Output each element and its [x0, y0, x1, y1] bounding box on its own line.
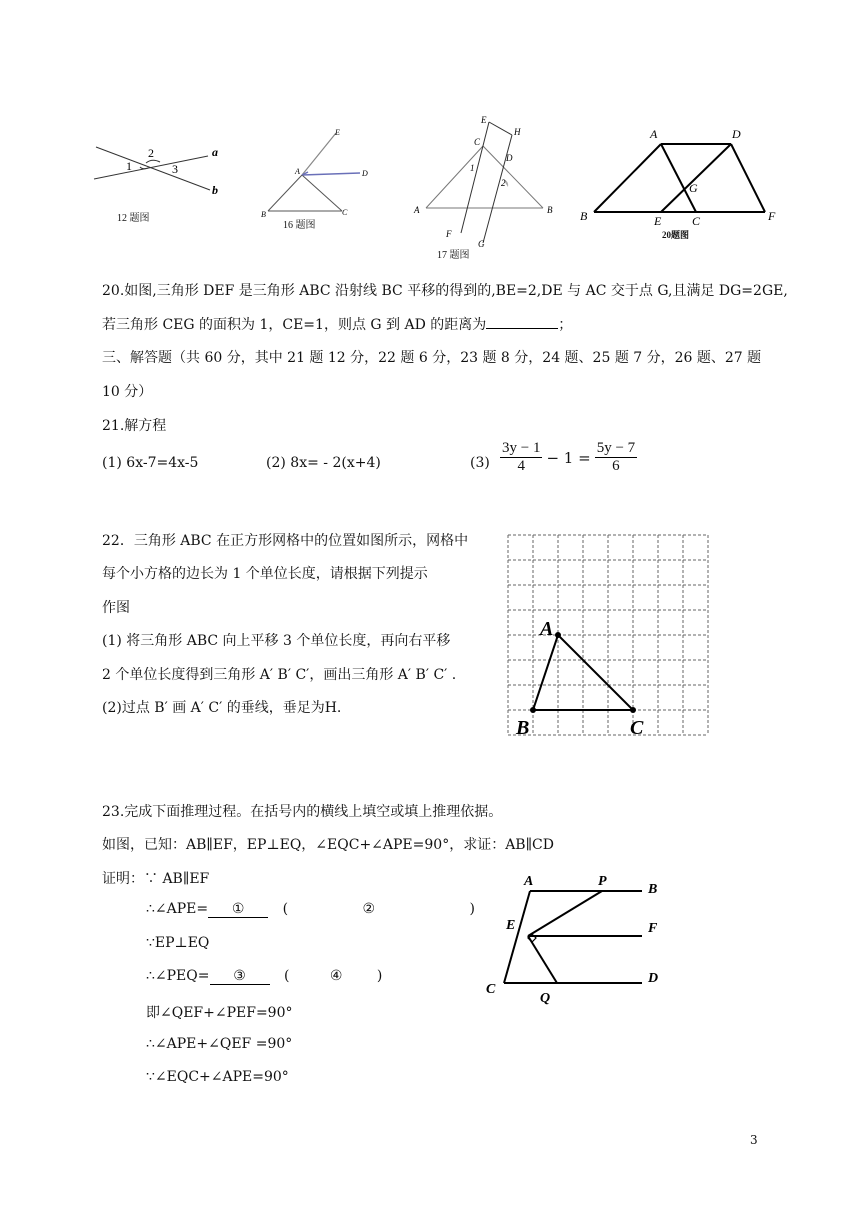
- fig17-label-G: G: [478, 239, 485, 249]
- fig20-label-C: C: [692, 214, 701, 228]
- fig17-label-C: C: [474, 137, 481, 147]
- fig16-label-A: A: [295, 167, 300, 176]
- q21-part3-label: (3): [470, 455, 490, 471]
- q23-step6: ∵∠EQC+∠APE=90°: [146, 1069, 289, 1085]
- q22-label-C: C: [630, 717, 644, 739]
- fig12-label-b: b: [212, 183, 218, 197]
- q21-den-1: 4: [517, 458, 525, 474]
- q23-blank-4[interactable]: ④: [329, 968, 343, 984]
- fig12-label-1: 1: [126, 159, 132, 173]
- section3-line1: 三、解答题（共 60 分，其中 21 题 12 分，22 题 6 分，23 题 8 分，24 题、25 题 7 分，26 题、27 题: [102, 350, 762, 366]
- q20-line2: [102, 314, 572, 334]
- q21-mid: − 1 =: [546, 448, 591, 467]
- fig16-caption: 16 题图: [283, 220, 316, 231]
- q21-den-2: 6: [612, 458, 620, 474]
- fig16-label-C: C: [342, 208, 348, 217]
- q23-proof-start: 证明：∵ AB∥EF: [102, 871, 210, 887]
- q22-line-4: (1) 将三角形 ABC 向上平移 3 个单位长度，再向右平移: [102, 633, 451, 649]
- q23-step3-text: ∴∠PEQ=: [146, 968, 210, 984]
- q23-label-P: P: [598, 874, 607, 889]
- fig17-label-E: E: [481, 115, 487, 125]
- q21-part2: (2) 8x= - 2(x+4): [266, 455, 381, 471]
- fig12-label-2: 2: [148, 146, 154, 160]
- fig12-label-a: a: [212, 145, 218, 159]
- q22-line-5: 2 个单位长度得到三角形 A′ B′ C′，画出三角形 A′ B′ C′ .: [102, 667, 457, 683]
- q22-grid: [508, 535, 708, 735]
- fig20-label-D: D: [732, 127, 741, 141]
- q22-line-3: 作图: [102, 600, 130, 616]
- q21-fraction-1: [500, 440, 542, 475]
- fig20-label-F: F: [768, 209, 776, 223]
- fig20-label-A: A: [650, 127, 658, 141]
- figure-12: [88, 140, 228, 230]
- fig17-caption: 17 题图: [437, 250, 470, 261]
- section3-line2: 10 分）: [102, 384, 153, 400]
- fig12-caption: 12 题图: [117, 213, 150, 224]
- q23-title: 23.完成下面推理过程。在括号内的横线上填空或填上推理依据。: [102, 804, 503, 820]
- q23-label-D: D: [648, 971, 659, 986]
- figure-17: [406, 113, 566, 249]
- fig17-label-H: H: [514, 127, 521, 137]
- q23-step4: 即∠QEF+∠PEF=90°: [146, 1005, 293, 1021]
- q20-line2-end: ；: [558, 317, 573, 333]
- q21-part1: (1) 6x-7=4x-5: [102, 455, 199, 471]
- fig16-label-D: D: [362, 169, 368, 178]
- fig16-label-B: B: [261, 210, 266, 219]
- fig17-label-2: 2: [501, 178, 506, 188]
- q23-label-C: C: [486, 982, 496, 997]
- q23-blank-1[interactable]: ①: [208, 901, 268, 918]
- q23-blank-3[interactable]: ③: [210, 968, 270, 985]
- q22-grid-figure: [500, 530, 716, 740]
- q23-step2: ∵EP⊥EQ: [146, 935, 210, 951]
- q22-label-B: B: [516, 717, 530, 739]
- q23-label-A: A: [524, 874, 534, 889]
- fig20-caption: 20题图: [662, 230, 690, 240]
- q23-label-E: E: [506, 918, 516, 933]
- figure-16: [256, 125, 376, 230]
- q21-title: 21.解方程: [102, 418, 167, 434]
- q20-answer-blank[interactable]: [486, 314, 558, 329]
- page-number: 3: [750, 1133, 758, 1147]
- fig17-label-D: D: [506, 153, 513, 163]
- q23-figure: [480, 868, 680, 1008]
- q21-part3-equation: [500, 440, 637, 475]
- fig17-label-F: F: [446, 229, 452, 239]
- q22-line-1: 22．三角形 ABC 在正方形网格中的位置如图所示，网格中: [102, 533, 469, 549]
- q22-label-A: A: [540, 618, 554, 640]
- fig17-label-1: 1: [470, 163, 475, 173]
- q23-given: 如图，已知：AB∥EF，EP⊥EQ，∠EQC+∠APE=90°，求证：AB∥CD: [102, 837, 554, 853]
- q20-line2-text: 若三角形 CEG 的面积为 1，CE=1，则点 G 到 AD 的距离为: [102, 317, 487, 333]
- q22-line-6: (2)过点 B′ 画 A′ C′ 的垂线，垂足为H.: [102, 700, 342, 716]
- q21-fraction-2: [595, 440, 637, 475]
- q21-num-2: 5y − 7: [596, 440, 636, 456]
- fig17-label-B: B: [547, 205, 553, 215]
- figure-20: [574, 122, 784, 240]
- q23-label-Q: Q: [540, 991, 551, 1006]
- q20-line1: 20.如图,三角形 DEF 是三角形 ABC 沿射线 BC 平移的得到的,BE=2,DE 与 AC 交于点 G,且满足 DG=2GE,: [102, 283, 788, 299]
- q22-line-2: 每个小方格的边长为 1 个单位长度，请根据下列提示: [102, 566, 428, 582]
- q23-step3-paren-close: ): [376, 968, 383, 984]
- fig20-label-G: G: [689, 181, 698, 195]
- q23-label-F: F: [648, 921, 658, 936]
- q23-step1-text: ∴∠APE=: [146, 901, 209, 917]
- q23-step1-paren-open: (: [282, 901, 289, 917]
- q23-step5: ∴∠APE+∠QEF =90°: [146, 1036, 293, 1052]
- q23-step3-paren-open: (: [283, 968, 290, 984]
- q23-step1: [146, 901, 475, 918]
- fig12-label-3: 3: [172, 162, 178, 176]
- q21-num-1: 3y − 1: [502, 440, 541, 456]
- q23-step1-paren-close: ): [469, 901, 475, 917]
- fig20-label-E: E: [654, 214, 662, 228]
- q23-label-B: B: [648, 882, 658, 897]
- fig17-label-A: A: [414, 205, 420, 215]
- fig16-label-E: E: [335, 128, 340, 137]
- q23-blank-2[interactable]: ②: [362, 901, 376, 917]
- fig20-label-B: B: [580, 209, 588, 223]
- q23-step3: [146, 968, 382, 985]
